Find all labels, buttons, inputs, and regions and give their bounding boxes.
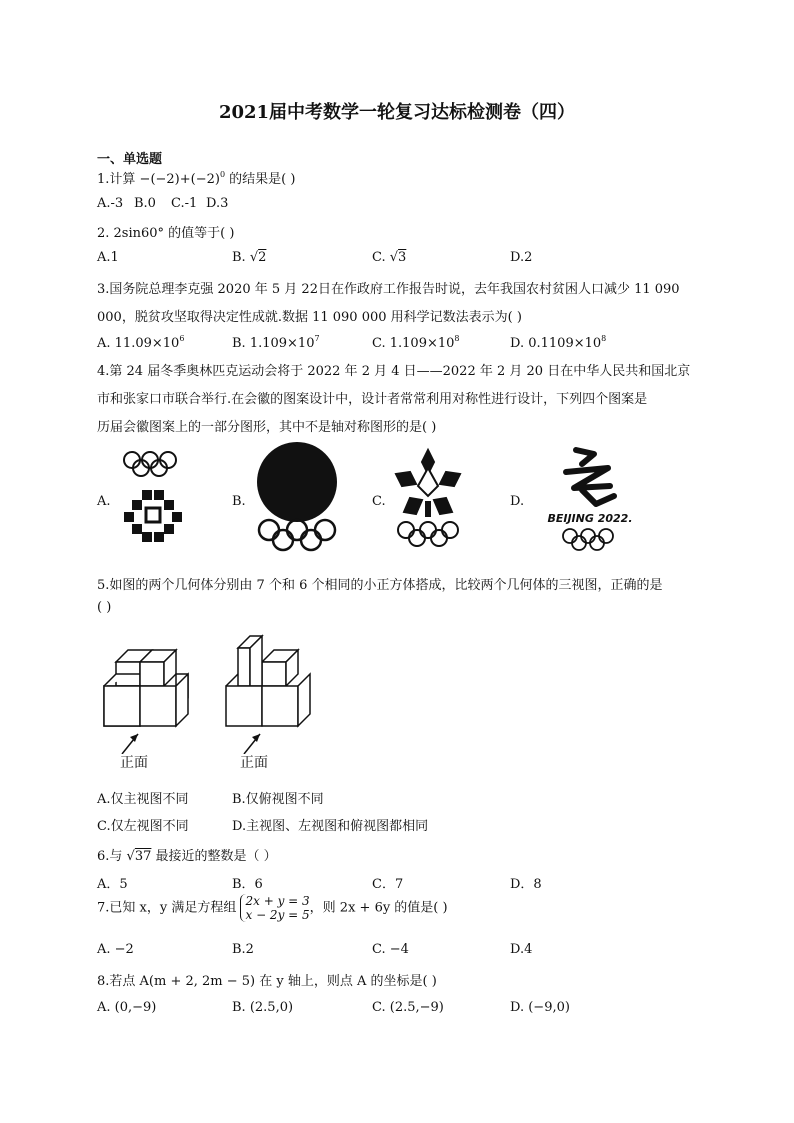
q8-option-b: B. (2.5,0): [232, 1000, 294, 1015]
q7-equation-system: [240, 894, 309, 922]
q2-option-c: C. √3: [372, 250, 407, 265]
q5-option-c: C.仅左视图不同: [97, 819, 189, 834]
q1-expr: −(−2)+(−2): [139, 172, 220, 187]
emblem-d-text: BEIJING 2022.: [547, 512, 633, 525]
solid-figure-2: [222, 626, 332, 754]
q7-option-c: C. −4: [372, 942, 409, 957]
q7-eq1: 2x + y = 3: [245, 894, 310, 908]
q7-option-a: A. −2: [97, 942, 134, 957]
question-2: 2. 2sin60° 的值等于( ): [97, 226, 235, 241]
q1-option-d: D.3: [206, 196, 229, 211]
q6-option-b: B．6: [232, 877, 263, 892]
q5-option-a: A.仅主视图不同: [97, 792, 189, 807]
q3-option-c-base: C. 1.109×10: [372, 336, 455, 351]
page-title: 2021届中考数学一轮复习达标检测卷（四）: [218, 102, 576, 123]
q5-option-b: B.仅俯视图不同: [232, 792, 324, 807]
section-heading: 一、单选题: [97, 152, 163, 167]
q5-option-d: D.主视图、左视图和俯视图都相同: [232, 819, 429, 834]
q3-option-d-exp: 8: [601, 334, 607, 343]
question-7: [97, 894, 448, 922]
question-8: 8.若点 A(m + 2, 2m − 5) 在 y 轴上，则点 A 的坐标是( ): [97, 974, 437, 989]
q3-option-d-base: D. 0.1109×10: [510, 336, 602, 351]
question-4-line-2: 市和张家口市联合举行.在会徽的图案设计中，设计者常常利用对称性进行设计，下列四个图案是: [97, 392, 648, 407]
q8-option-a: A. (0,−9): [97, 1000, 157, 1015]
emblem-a-image: [112, 446, 192, 546]
q6-prefix: 6.与: [97, 849, 127, 864]
question-3-line-2: 000，脱贫攻坚取得决定性成就.数据 11 090 000 用科学记数法表示为( ): [97, 310, 522, 325]
question-5-line-2: ( ): [97, 600, 112, 615]
q7-option-d: D.4: [510, 942, 533, 957]
q1-option-c: C.-1: [171, 196, 198, 211]
question-3-line-1: 3.国务院总理李克强 2020 年 5 月 22日在作政府工作报告时说，去年我国农村贫困人口减少 11 090: [97, 282, 680, 297]
q2-option-b-radicand: 2: [258, 250, 267, 265]
q2-option-d: D.2: [510, 250, 533, 265]
q7-prefix: 7.已知 x，y 满足方程组: [97, 900, 241, 916]
q4-label-a: A.: [97, 494, 111, 509]
emblem-d-image: [538, 442, 642, 554]
emblem-b-image: [252, 440, 344, 552]
q4-label-b: B.: [232, 494, 246, 509]
question-6: 6.与 √37 最接近的整数是（ ）: [97, 849, 277, 864]
q6-option-d: D．8: [510, 877, 542, 892]
q3-option-a-exp: 6: [179, 334, 185, 343]
q8-option-d: D. (−9,0): [510, 1000, 570, 1015]
q1-prefix: 1.计算: [97, 172, 140, 187]
q3-option-a-base: A. 11.09×10: [97, 336, 180, 351]
q3-option-a: [97, 334, 184, 351]
q6-radicand: 37: [134, 849, 152, 864]
q2-option-c-label: C.: [372, 250, 390, 265]
q3-option-b-exp: 7: [314, 334, 320, 343]
q1-option-b: B.0: [134, 196, 156, 211]
q2-option-b: B. √2: [232, 250, 267, 265]
q4-label-c: C.: [372, 494, 386, 509]
question-1: [97, 168, 295, 187]
question-5-line-1: 5.如图的两个几何体分别由 7 个和 6 个相同的小正方体搭成，比较两个几何体的三视图，正确的是: [97, 578, 663, 593]
front-label-1: 正面: [120, 755, 148, 771]
q3-option-b: [232, 334, 320, 351]
q7-suffix: ，则 2x + 6y 的值是( ): [309, 900, 448, 916]
q3-option-b-base: B. 1.109×10: [232, 336, 315, 351]
q1-exp: 0: [219, 170, 226, 179]
solid-figure-1: [100, 626, 210, 754]
q1-option-a: A.-3: [97, 196, 124, 211]
q4-label-d: D.: [510, 494, 525, 509]
q1-suffix: 的结果是( ): [225, 172, 296, 187]
q3-option-c-exp: 8: [454, 334, 460, 343]
question-4-line-3: 历届会徽图案上的一部分图形，其中不是轴对称图形的是( ): [97, 420, 437, 435]
q3-option-c: [372, 334, 460, 351]
q7-eq2: x − 2y = 5: [245, 908, 310, 922]
q2-option-b-label: B.: [232, 250, 250, 265]
q8-option-c: C. (2.5,−9): [372, 1000, 444, 1015]
q6-option-a: A．5: [97, 877, 128, 892]
q2-option-a: A.1: [97, 250, 119, 265]
q3-option-d: [510, 334, 606, 351]
q6-option-c: C．7: [372, 877, 404, 892]
question-4-line-1: 4.第 24 届冬季奥林匹克运动会将于 2022 年 2 月 4 日——2022 年 2 月 20 日在中华人民共和国北京: [97, 364, 691, 379]
front-label-2: 正面: [240, 755, 268, 771]
q2-option-c-radicand: 3: [398, 250, 407, 265]
q6-suffix: 最接近的整数是（ ）: [151, 849, 277, 864]
emblem-c-image: [388, 446, 468, 550]
q7-option-b: B.2: [232, 942, 254, 957]
